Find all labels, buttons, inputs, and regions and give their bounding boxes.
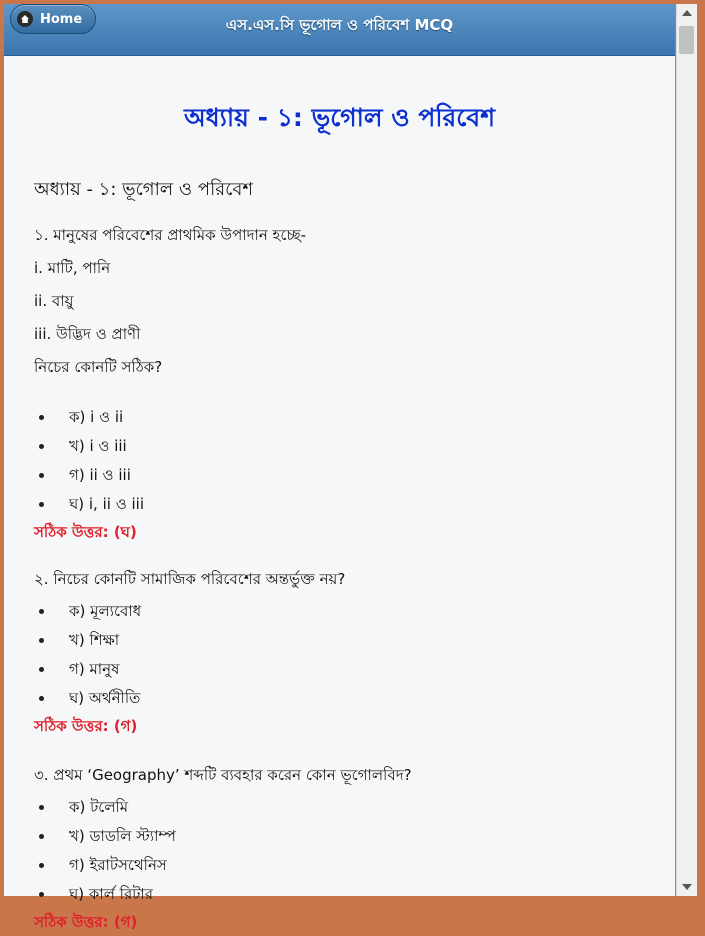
option-item: ক) মূল্যবোধ <box>69 597 675 626</box>
option-item: ঘ) অর্থনীতি <box>69 684 675 713</box>
question-text: ১. মানুষের পরিবেশের প্রাথমিক উপাদান হচ্ছে- <box>34 226 307 244</box>
options-list <box>4 403 675 519</box>
option-item: গ) ii ও iii <box>69 461 675 490</box>
correct-answer: সঠিক উত্তর: (গ) <box>34 913 138 931</box>
option-item: ক) টলেমি <box>69 793 675 822</box>
scroll-thumb[interactable] <box>679 26 694 54</box>
scroll-down-arrow-icon[interactable] <box>682 884 692 890</box>
question-block <box>4 764 675 936</box>
option-item: খ) ডাডলি স্ট্যাম্প <box>69 822 675 851</box>
option-item: ক) i ও ii <box>69 403 675 432</box>
question-line: ii. বায়ু <box>34 292 74 310</box>
option-item: গ) ইরাটসথেনিস <box>69 851 675 880</box>
header-bar <box>4 4 675 56</box>
question-text: ৩. প্রথম ‘Geography’ শব্দটি ব্যবহার করেন কোন ভূগোলবিদ? <box>34 766 412 784</box>
correct-answer: সঠিক উত্তর: (গ) <box>34 717 138 735</box>
app-frame <box>4 4 675 931</box>
home-button-label: Home <box>40 11 83 27</box>
scroll-up-arrow-icon[interactable] <box>682 10 692 16</box>
question-line: i. মাটি, পানি <box>34 259 111 277</box>
vertical-scrollbar[interactable] <box>676 4 697 896</box>
chapter-subheading: অধ্যায় - ১: ভূগোল ও পরিবেশ <box>34 179 254 200</box>
option-item: ঘ) i, ii ও iii <box>69 490 675 519</box>
home-button[interactable] <box>10 4 96 34</box>
question-block <box>4 224 675 546</box>
home-icon <box>17 11 33 27</box>
page-title: এস.এস.সি ভূগোল ও পরিবেশ MCQ <box>225 16 454 34</box>
option-item: ঘ) কার্ল রিটার <box>69 880 675 909</box>
option-item: খ) শিক্ষা <box>69 626 675 655</box>
options-list <box>4 793 675 909</box>
options-list <box>4 597 675 713</box>
main-content <box>4 55 675 936</box>
question-text: ২. নিচের কোনটি সামাজিক পরিবেশের অন্তর্ভুক্ত নয়? <box>34 570 346 588</box>
chapter-heading: অধ্যায় - ১: ভূগোল ও পরিবেশ <box>184 103 495 132</box>
question-block <box>4 568 675 740</box>
question-line: iii. উদ্ভিদ ও প্রাণী <box>34 325 141 343</box>
option-item: গ) মানুষ <box>69 655 675 684</box>
question-line: নিচের কোনটি সঠিক? <box>34 358 163 376</box>
option-item: খ) i ও iii <box>69 432 675 461</box>
correct-answer: সঠিক উত্তর: (ঘ) <box>34 523 137 541</box>
